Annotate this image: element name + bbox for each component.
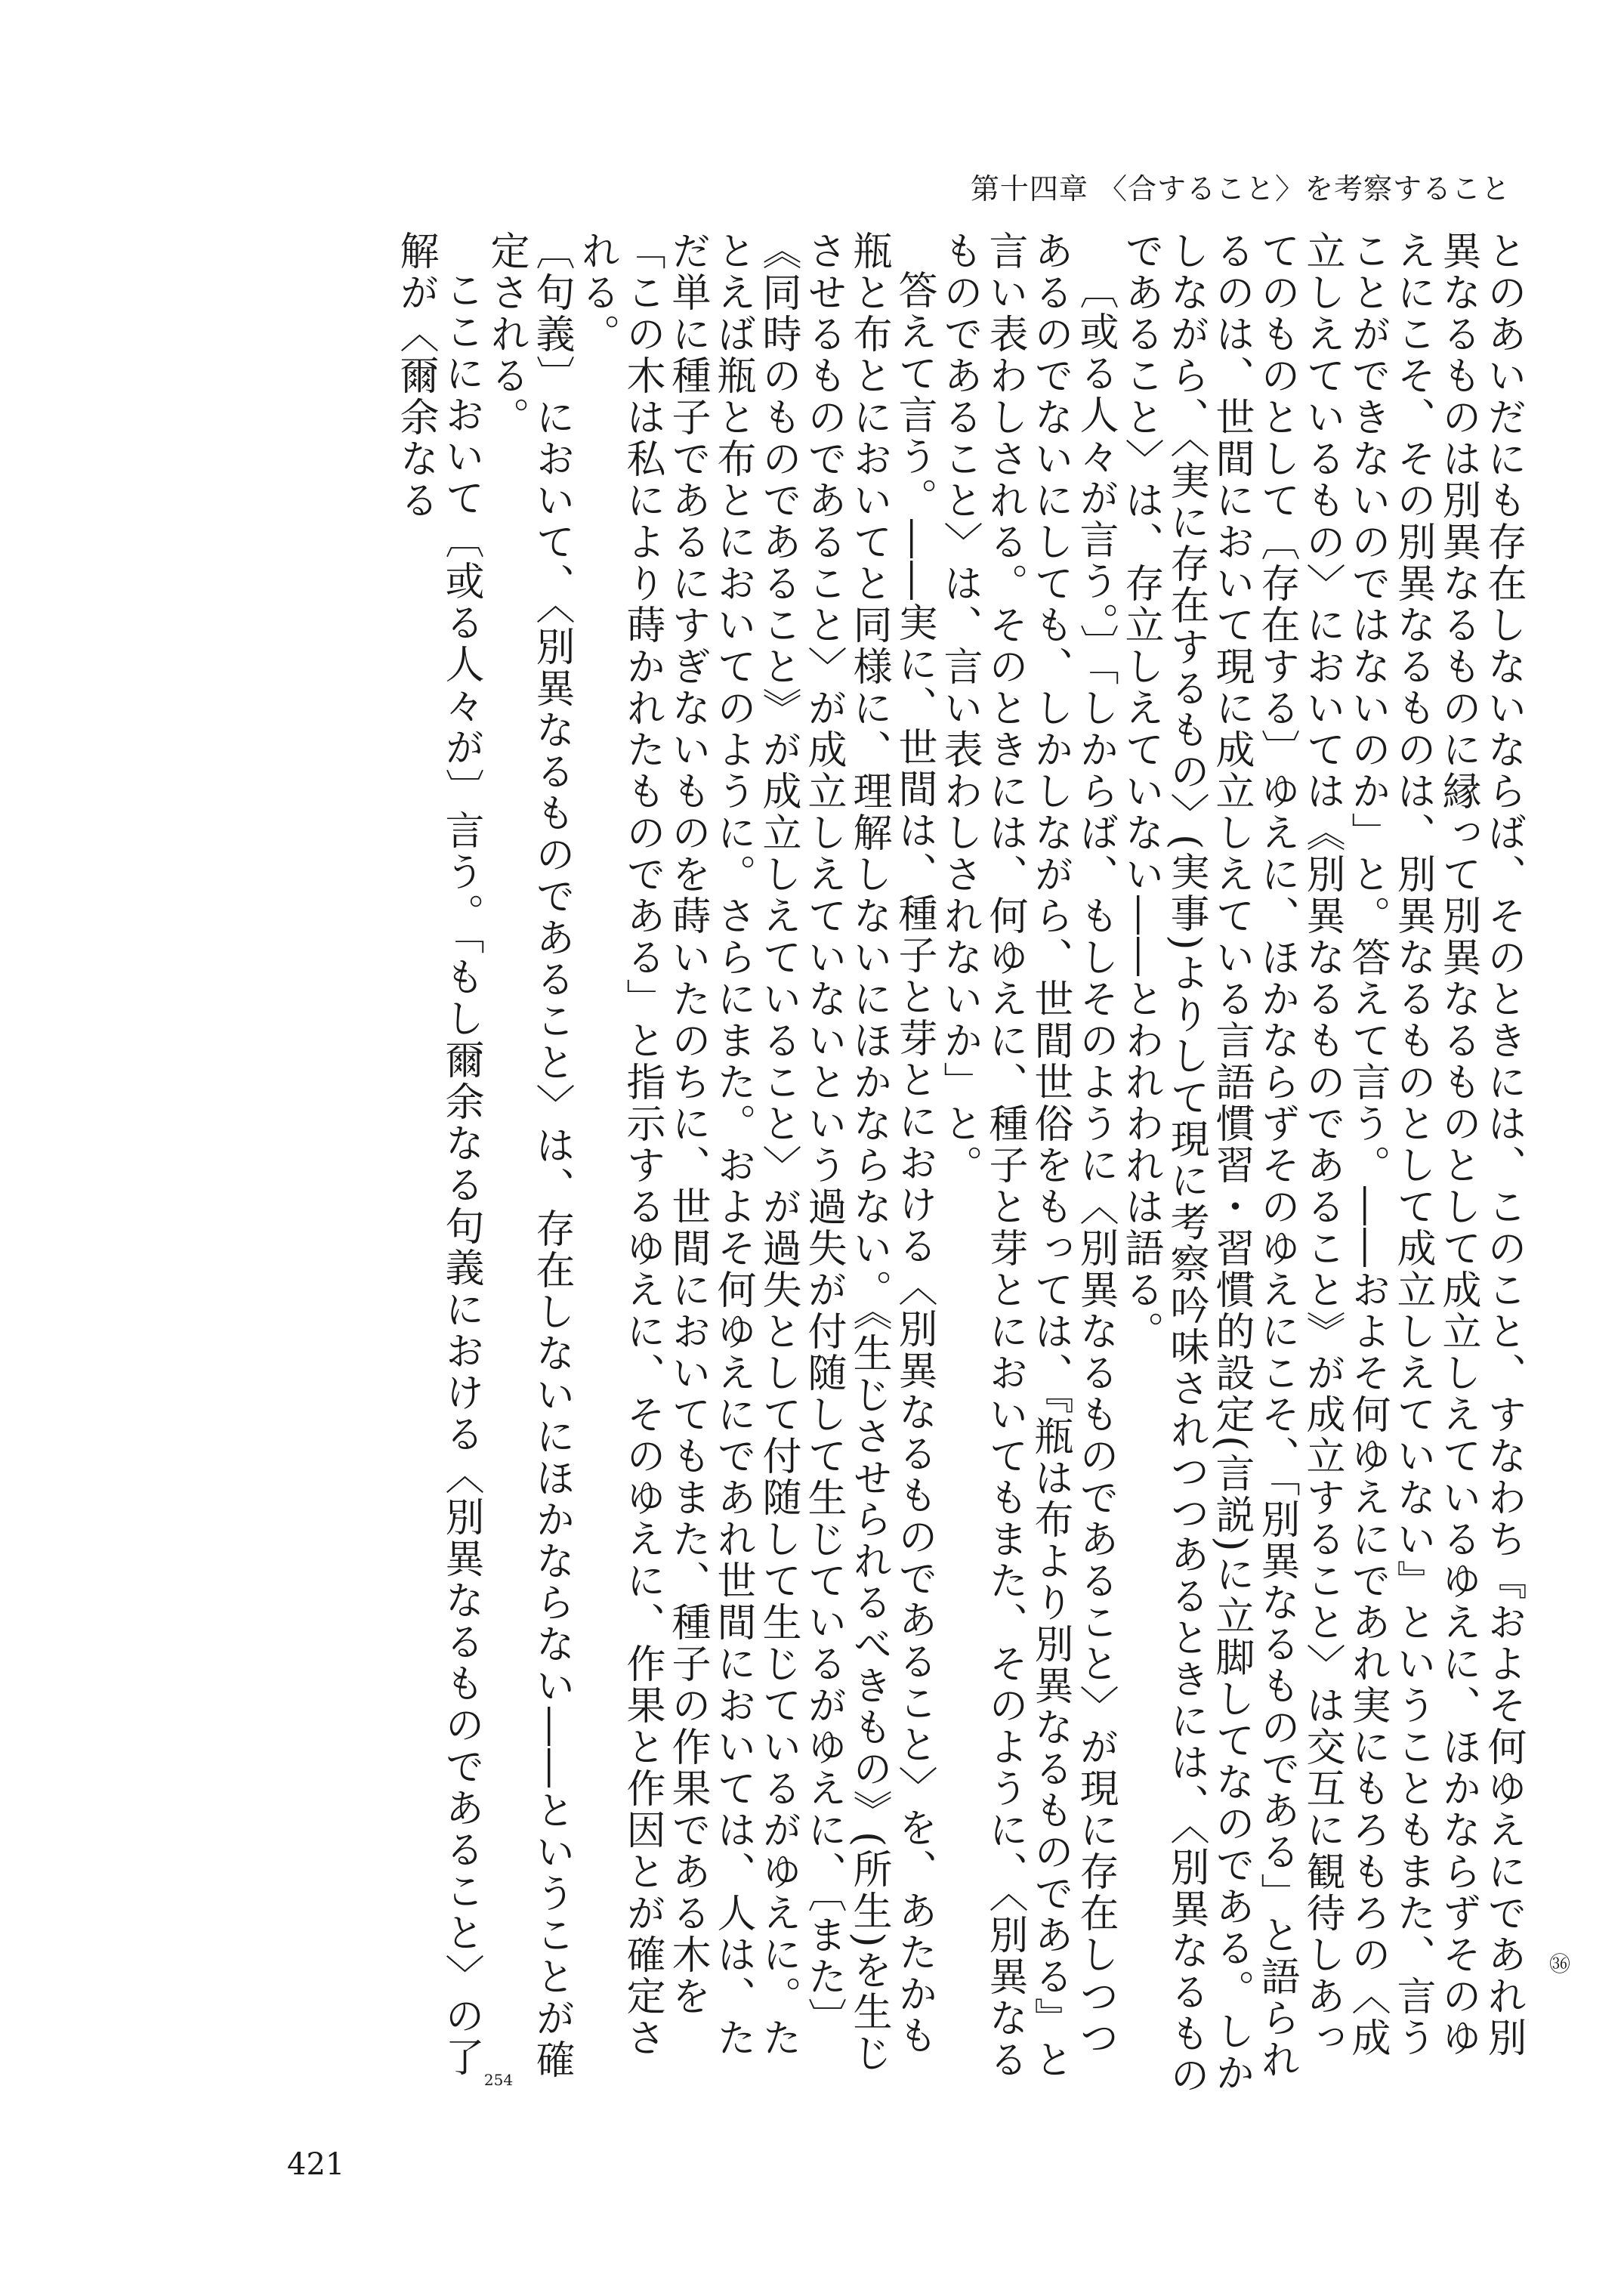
body-text (272, 230, 1526, 2097)
paragraph-1: とのあいだにも存在しないならば、そのときには、このこと、すなわち『およそ何ゆえにであれ別異なるものは別異なるものに縁って別異なるものとして成立しえているゆえに、ほかならずそのゆえにこそ、その別異なるものは、別異なるものとして成立しえていない』ということもまた、言うことができないのではないのか」と。答えて言う。――およそ何ゆえにであれ実にもろもろの〈成立しえているもの〉においては《別異なるものであること》が成立すること〉は交互に観待しあってのものとして〔存在する〕ゆえに、ほかならずそのゆえにこそ、「別異なるものである」と語られるのは、世間において現に成立しえている言語慣習・習慣的設定(言説)に立脚してなのである。しかしながら、〈実に存在するもの〉(実事)よりして現に考察吟味されつつあるときには、〈別異なるものであること〉は、存立しえていない――とわれわれは語る。 (1118, 230, 1526, 2097)
paragraph-4: 〔句義〕において、〈別異なるものであること〉は、存在しないにほかならない――ということが確定される。 (483, 230, 574, 2081)
page-number: 421 (287, 2147, 345, 2182)
running-title: 第十四章 〈合すること〉を考察すること (970, 172, 1511, 205)
line-number-marker: 254 (483, 2071, 514, 2089)
paragraph-5: ここにおいて〔或る人々が〕言う。「もし爾余なる句義における〈別異なるものであること〉の了解が〈爾余なる (393, 230, 483, 2078)
margin-note-marker: ㊱ (1548, 1951, 1570, 1976)
paragraph-3: 答えて言う。――実に、世間は、種子と芽とにおける〈別異なるものであること〉を、あたかも瓶と布とにおいてと同様に、理解しないにほかならない。《生じさせられるべきもの》(所生)を生じさせるものであること〉が成立しえていないという過失が付随して生じているがゆえに、〔また〕《同時のものであること》が成立しえていること〉が過失として付随して生じているがゆえに。たとえば瓶と布とにおいてのように。さらにまた。およそ何ゆえにであれ世間においては、人は、ただ単に種子であるにすぎないものを蒔いたのちに、世間においてもまた、種子の作果である木を「この木は私により蒔かれたものである」と指示するゆえに、そのゆえに、作果と作因とが確定される。 (574, 230, 937, 2075)
paragraph-2: 〔或る人々が言う。〕「しからば、もしそのように〈別異なるものであること〉が現に存在しつつあるのでないにしても、しかしながら、世間世俗をもっては、『瓶は布より別異なるものである』と言い表わしされる。そのときには、何ゆえに、種子と芽とにおいてもまた、そのように、〈別異なるものであること〉は、言い表わしされないか」と。 (937, 230, 1118, 2081)
